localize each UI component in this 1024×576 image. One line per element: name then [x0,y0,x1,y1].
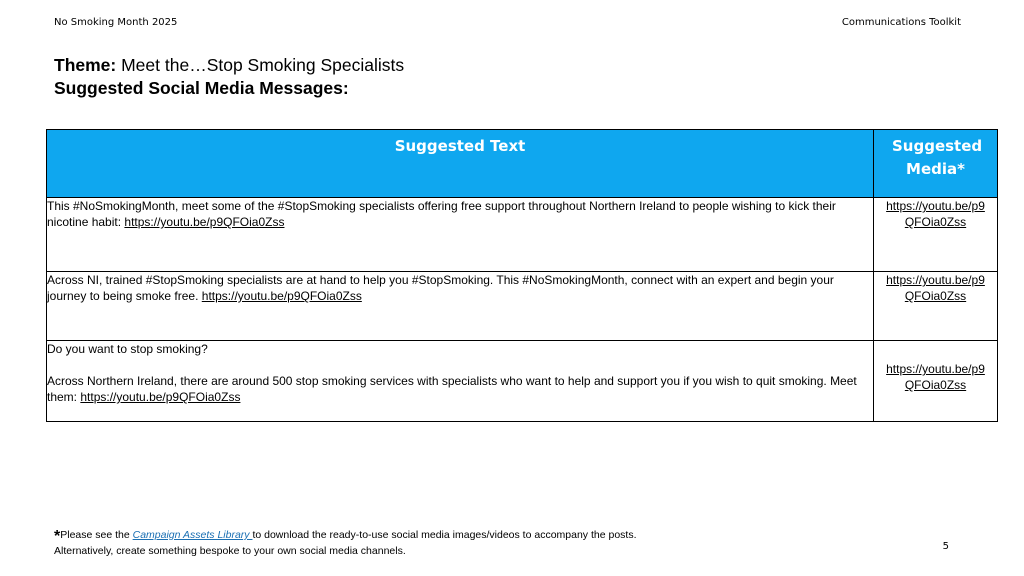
page-subtitle: Suggested Social Media Messages: [54,78,349,98]
theme-value: Meet the…Stop Smoking Specialists [116,55,405,75]
header-suggested-media: Suggested Media* [874,130,998,198]
media-cell [874,198,998,272]
theme-line [54,54,404,76]
message-text: Across Northern Ireland, there are around 500 stop smoking services with specialists who want to help and support you if you wish to quit smoking. Meet them: [47,374,857,404]
header-suggested-text: Suggested Text [47,130,874,198]
footnote-text-cont: to download the ready-to-use social media images/videos to accompany the posts. [252,529,637,541]
page-number: 5 [942,541,949,552]
table-row [47,198,998,272]
footnote-text: Please see the [60,529,133,541]
header-section-title: Communications Toolkit [841,17,961,28]
media-cell [874,272,998,341]
table-row [47,272,998,341]
message-text-cell [47,341,874,422]
message-text: This #NoSmokingMonth, meet some of the #StopSmoking specialists offering free support throughout Northern Ireland to people wishing to kick their nicotine habit: [47,199,836,229]
media-link[interactable]: https://youtu.be/p9 QFOia0Zss [886,273,985,303]
campaign-assets-library-link[interactable]: Campaign Assets Library [132,529,253,541]
message-link[interactable]: https://youtu.be/p9QFOia0Zss [201,289,362,303]
table-row [47,341,998,422]
message-question: Do you want to stop smoking? [47,342,208,356]
message-text-cell [47,198,874,272]
media-cell [874,341,998,422]
footnote-line2: Alternatively, create something bespoke to your own social media channels. [54,545,406,557]
table-header-row [47,130,998,198]
message-text: Across NI, trained #StopSmoking specialists are at hand to help you #StopSmoking. This #NoSmokingMonth, connect with an expert and begin your journey to being smoke free. [47,273,834,303]
theme-label: Theme: [54,55,117,75]
media-link[interactable]: https://youtu.be/p9 QFOia0Zss [886,362,985,392]
social-messages-table [46,129,998,422]
media-link[interactable]: https://youtu.be/p9 QFOia0Zss [886,199,985,229]
message-link[interactable]: https://youtu.be/p9QFOia0Zss [80,390,241,404]
message-link[interactable]: https://youtu.be/p9QFOia0Zss [124,215,285,229]
footnote [54,528,754,559]
footnote-asterisk: * [54,528,61,545]
header-doc-title: No Smoking Month 2025 [54,17,178,28]
message-text-cell [47,272,874,341]
